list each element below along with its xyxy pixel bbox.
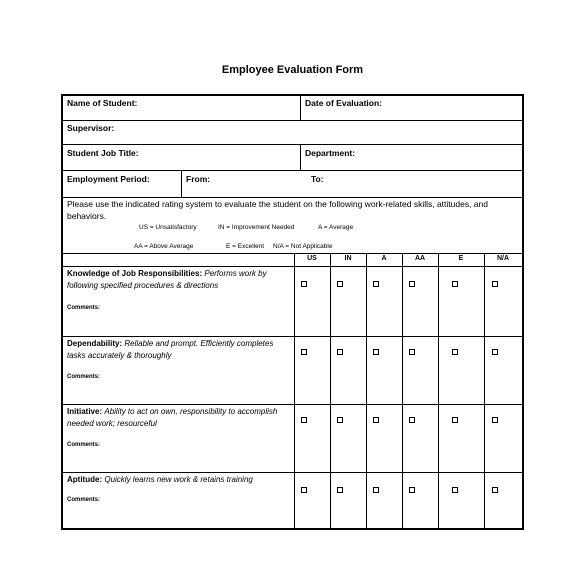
- col-header-na: N/A: [496, 255, 510, 262]
- legend-us: US = Unsatisfactory: [139, 224, 197, 231]
- rating-checkbox-na[interactable]: [492, 487, 498, 493]
- name-of-student-label: Name of Student:: [67, 98, 138, 108]
- row-divider: [63, 266, 522, 267]
- legend-a: A = Average: [318, 224, 354, 231]
- row-divider: [63, 404, 522, 405]
- comments-label: Comments:: [67, 442, 101, 448]
- comments-label: Comments:: [67, 497, 101, 503]
- department-label: Department:: [305, 148, 356, 158]
- rating-checkbox-us[interactable]: [301, 349, 307, 355]
- to-label: To:: [311, 174, 324, 184]
- rating-checkbox-in[interactable]: [337, 417, 343, 423]
- comments-label: Comments:: [67, 305, 101, 311]
- criterion-aptitude: Aptitude: Quickly learns new work & retains training: [67, 475, 253, 484]
- rating-checkbox-in[interactable]: [337, 349, 343, 355]
- criterion-dependability: Dependability: Reliable and prompt. Efficiently completes tasks accurately & thoroughly: [67, 339, 274, 360]
- row-divider: [63, 170, 522, 171]
- rating-checkbox-na[interactable]: [492, 349, 498, 355]
- form-title: Employee Evaluation Form: [221, 64, 364, 76]
- row-divider: [63, 197, 522, 198]
- rating-checkbox-aa[interactable]: [409, 487, 415, 493]
- col-divider: [300, 144, 301, 170]
- criterion-knowledge: Knowledge of Job Responsibilities: Performs work by following specified procedures & directions: [67, 269, 267, 290]
- rating-checkbox-a[interactable]: [373, 349, 379, 355]
- rating-checkbox-us[interactable]: [301, 487, 307, 493]
- col-header-aa: AA: [414, 255, 426, 262]
- rating-checkbox-a[interactable]: [373, 281, 379, 287]
- col-divider: [330, 253, 331, 530]
- row-divider: [63, 472, 522, 473]
- legend-in: IN = Improvement Needed: [218, 224, 295, 231]
- instructions-text: Please use the indicated rating system to evaluate the student on the following work-related skills, attitudes, and behaviors.: [67, 199, 488, 221]
- legend-e: E = Excellent: [226, 243, 265, 250]
- rating-checkbox-a[interactable]: [373, 417, 379, 423]
- rating-checkbox-a[interactable]: [373, 487, 379, 493]
- legend-aa: AA = Above Average: [134, 243, 194, 250]
- rating-checkbox-na[interactable]: [492, 417, 498, 423]
- rating-checkbox-e[interactable]: [452, 349, 458, 355]
- row-divider: [63, 120, 522, 121]
- rating-checkbox-e[interactable]: [452, 487, 458, 493]
- supervisor-label: Supervisor:: [67, 123, 115, 133]
- col-divider: [294, 253, 295, 530]
- rating-checkbox-na[interactable]: [492, 281, 498, 287]
- rating-checkbox-us[interactable]: [301, 417, 307, 423]
- employment-period-label: Employment Period:: [67, 174, 150, 184]
- student-job-title-label: Student Job Title:: [67, 148, 139, 158]
- col-divider: [484, 253, 485, 530]
- rating-checkbox-us[interactable]: [301, 281, 307, 287]
- col-divider: [366, 253, 367, 530]
- rating-checkbox-in[interactable]: [337, 487, 343, 493]
- col-header-us: US: [307, 255, 317, 262]
- legend-na: N/A = Not Applicable: [273, 243, 333, 250]
- rating-checkbox-aa[interactable]: [409, 417, 415, 423]
- col-header-in: IN: [344, 255, 352, 262]
- comments-label: Comments:: [67, 374, 101, 380]
- rating-checkbox-in[interactable]: [337, 281, 343, 287]
- col-header-e: E: [458, 255, 464, 262]
- col-header-a: A: [381, 255, 387, 262]
- rating-checkbox-e[interactable]: [452, 417, 458, 423]
- row-divider: [63, 144, 522, 145]
- col-divider: [402, 253, 403, 530]
- date-of-evaluation-label: Date of Evaluation:: [305, 98, 382, 108]
- row-divider: [63, 336, 522, 337]
- criterion-initiative: Initiative: Ability to act on own, responsibility to accomplish needed work; resourceful: [67, 407, 278, 428]
- rating-checkbox-aa[interactable]: [409, 281, 415, 287]
- from-label: From:: [186, 174, 211, 184]
- col-divider: [181, 170, 182, 197]
- rating-checkbox-e[interactable]: [452, 281, 458, 287]
- row-divider: [63, 253, 522, 254]
- col-divider: [438, 253, 439, 530]
- rating-checkbox-aa[interactable]: [409, 349, 415, 355]
- evaluation-form-table: [61, 94, 524, 530]
- col-divider: [300, 96, 301, 120]
